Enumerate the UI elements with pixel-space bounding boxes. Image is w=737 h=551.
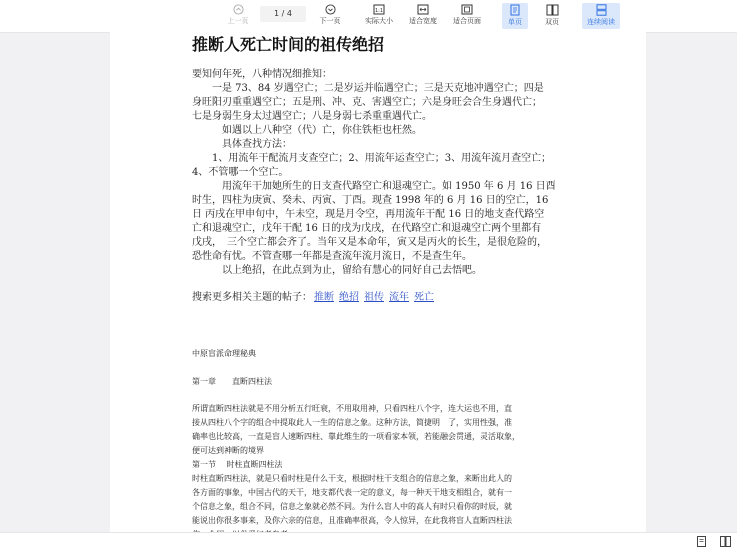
book-title: 中原盲派命理秘典 — [192, 349, 256, 358]
next-page-label: 下一页 — [319, 17, 341, 25]
text-line: 4、不管哪一个空亡。 — [192, 167, 289, 178]
text-line: 个信息之象，组合不同，信息之象就必然不同。为什么盲人中的高人有时只看你的时辰，就 — [192, 502, 512, 511]
text-line: 便可达到神断的境界 — [192, 446, 264, 455]
double-page-button[interactable] — [539, 3, 565, 29]
text-line: 所谓直断四柱法就是不用分析五行旺衰，不用取用神，只看四柱八个字，连大运也不用，直 — [192, 404, 512, 413]
arrow-up-circle-icon — [233, 4, 244, 15]
actual-size-icon — [373, 4, 385, 15]
next-page-button[interactable] — [316, 3, 344, 29]
text-line: 日 丙戌在甲申旬中，午未空，现是月令空，再用流年干配 16 日的地支查代路空 — [192, 209, 545, 220]
fit-width-label: 适合宽度 — [409, 17, 437, 25]
text-line: 用流年干加她所生的日支查代路空亡和退魂空亡。如 1950 年 6 月 16 日酉 — [192, 181, 556, 192]
actual-size-button[interactable] — [362, 3, 396, 29]
single-page-icon — [510, 4, 520, 16]
text-line: 身旺阳刃重重遇空亡；五是刑、冲、克、害遇空亡；六是身旺会合生身遇代亡； — [192, 97, 542, 108]
page-number-input[interactable]: 1 / 4 — [260, 6, 306, 22]
topic-link[interactable]: 流年 — [389, 292, 409, 303]
fit-page-label: 适合页面 — [453, 17, 481, 25]
fit-width-icon — [417, 4, 429, 15]
related-topics-label: 搜索更多相关主题的帖子： — [192, 292, 312, 303]
text-line: 七是身弱生身太过遇空亡；八是身弱七杀重重遇代亡。 — [192, 111, 432, 122]
text-line: 能说出你很多事来，及你六亲的信息，且准确率很高，令人惊异，在此我将盲人直断四柱法 — [192, 516, 512, 525]
fit-page-icon — [461, 4, 473, 15]
text-line: 具体查找方法： — [192, 139, 292, 150]
single-page-view-icon[interactable] — [697, 536, 706, 547]
text-line: 时柱直断四柱法，就是只看时柱是什么干支，根据时柱干支组合的信息之象，来断出此人的 — [192, 474, 512, 483]
topic-link[interactable]: 绝招 — [339, 292, 359, 303]
text-line: 亡和退魂空亡，戊年干配 16 日的戌为戊戌，在代路空亡和退魂空亡两个里都有 — [192, 223, 542, 234]
double-page-view-icon[interactable] — [720, 536, 731, 547]
continuous-reading-button[interactable] — [582, 3, 620, 29]
text-line: 时生，四柱为庚寅、癸未、丙寅、丁酉。现查 1998 年的 6 月 16 日的空亡，16 — [192, 195, 549, 206]
section-heading: 第一节 时柱直断四柱法 — [192, 460, 283, 469]
continuous-reading-icon — [596, 4, 607, 16]
continuous-reading-label: 连续阅读 — [587, 18, 615, 26]
double-page-icon — [546, 4, 559, 16]
status-bar — [0, 532, 737, 551]
text-line: 以上绝招，在此点到为止，留给有慧心的同好自己去悟吧。 — [192, 265, 482, 276]
topic-link[interactable]: 死亡 — [414, 292, 434, 303]
single-page-label: 单页 — [508, 18, 522, 26]
chapter-heading: 第一章 直断四柱法 — [192, 377, 272, 386]
arrow-down-circle-icon — [325, 4, 336, 15]
pdf-toolbar — [0, 0, 737, 33]
prev-page-button[interactable] — [224, 3, 252, 29]
svg-text:1:1: 1:1 — [374, 8, 384, 14]
text-line: 恐性命有忧。不管查哪一年都是查流年流月流日，不是查生年。 — [192, 251, 472, 262]
text-line: 确率也比较高，一直是盲人速断四柱、靠此维生的一项看家本领，若能融会贯通，灵活取象， — [192, 432, 520, 441]
prev-page-label: 上一页 — [227, 17, 249, 25]
text-line: 接从四柱八个字的组合中提取此人一生的信息之象。这种方法，简捷明 了，实用性强，准 — [192, 418, 512, 427]
topic-link[interactable]: 推断 — [314, 292, 334, 303]
text-line: 一是 73、84 岁遇空亡；二是岁运并临遇空亡；三是天克地冲遇空亡；四是 — [192, 83, 544, 94]
text-line: 如遇以上八种空（代）亡，你住铁柜也枉然。 — [192, 125, 422, 136]
topic-link[interactable]: 祖传 — [364, 292, 384, 303]
text-line: 各方面的事象，中国古代的天干，地支都代表一定的意义，每一种天干地支相组合，就有一 — [192, 488, 512, 497]
text-line: 要知何年死，八种情况细推知： — [192, 69, 332, 80]
document-title: 推断人死亡时间的祖传绝招 — [192, 35, 385, 54]
text-line: 1、用流年干配流月支查空亡；2、用流年运查空亡；3、用流年流月查空亡； — [192, 153, 552, 164]
actual-size-label: 实际大小 — [365, 17, 393, 25]
document-page — [110, 32, 646, 550]
fit-width-button[interactable] — [406, 3, 440, 29]
single-page-button[interactable] — [502, 3, 528, 29]
text-line: 戊戌， 三个空亡都会齐了。当年又是本命年，寅又是丙火的长生，是很危险的， — [192, 237, 547, 248]
fit-page-button[interactable] — [450, 3, 484, 29]
related-topics-line — [192, 291, 437, 304]
double-page-label: 双页 — [545, 18, 559, 26]
